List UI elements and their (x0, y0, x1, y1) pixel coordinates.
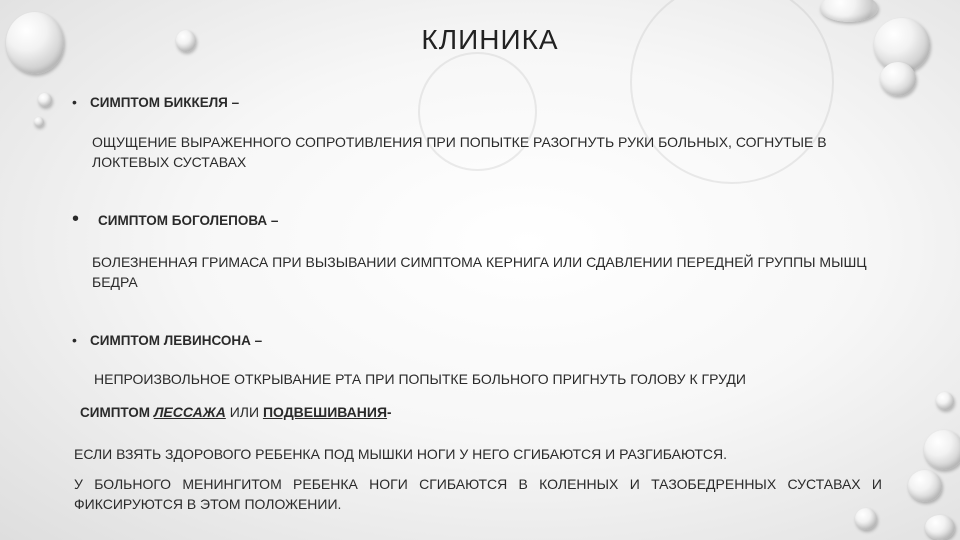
water-drop (34, 117, 44, 127)
lessage-name: ЛЕССАЖА (153, 404, 226, 420)
paragraph: У БОЛЬНОГО МЕНИНГИТОМ РЕБЕНКА НОГИ СГИБАЮТСЯ В КОЛЕННЫХ И ТАЗОБЕДРЕННЫХ СУСТАВАХ И ФИКСИРУЮТСЯ В ЭТОМ ПОЛОЖЕНИИ. (74, 476, 882, 512)
list-item-heading (72, 209, 278, 231)
water-drop (924, 430, 960, 470)
symptom-heading: СИМПТОМ ЛЕВИНСОНА – (90, 333, 263, 348)
paragraph: ЕСЛИ ВЗЯТЬ ЗДОРОВОГО РЕБЕНКА ПОД МЫШКИ НОГИ У НЕГО СГИБАЮТСЯ И РАЗГИБАЮТСЯ. (74, 446, 728, 462)
water-drop (908, 470, 942, 502)
bullet-icon: • (72, 94, 77, 110)
list-item-heading (72, 330, 262, 351)
symptom-heading: СИМПТОМ БОГОЛЕПОВА – (98, 213, 279, 228)
symptom-description: НЕПРОИЗВОЛЬНОЕ ОТКРЫВАНИЕ РТА ПРИ ПОПЫТКЕ БОЛЬНОГО ПРИГНУТЬ ГОЛОВУ К ГРУДИ (94, 371, 746, 387)
page-title: КЛИНИКА (421, 24, 559, 55)
suspension-name: ПОДВЕШИВАНИЯ (262, 404, 388, 420)
symptom-description: БОЛЕЗНЕННАЯ ГРИМАСА ПРИ ВЫЗЫВАНИИ СИМПТОМА КЕРНИГА ИЛИ СДАВЛЕНИИ ПЕРЕДНЕЙ ГРУППЫ МЫШЦ БЕДРА (92, 254, 867, 290)
bullet-icon: • (72, 208, 80, 230)
water-drop (38, 93, 52, 107)
lessage-heading: СИМПТОМ ЛЕССАЖА ИЛИ ПОДВЕШИВАНИЯ- (80, 404, 392, 420)
water-drop (820, 0, 878, 22)
symptom-description: ОЩУЩЕНИЕ ВЫРАЖЕННОГО СОПРОТИВЛЕНИЯ ПРИ ПОПЫТКЕ РАЗОГНУТЬ РУКИ БОЛЬНЫХ, СОГНУТЫЕ В ЛОКТЕВЫХ СУСТАВАХ (92, 134, 827, 170)
symptom-heading: СИМПТОМ БИККЕЛЯ – (90, 95, 240, 110)
water-drop (925, 515, 955, 540)
water-drop (936, 392, 954, 410)
list-item-heading (72, 92, 239, 113)
water-drop (880, 62, 916, 96)
bullet-icon: • (72, 332, 77, 348)
